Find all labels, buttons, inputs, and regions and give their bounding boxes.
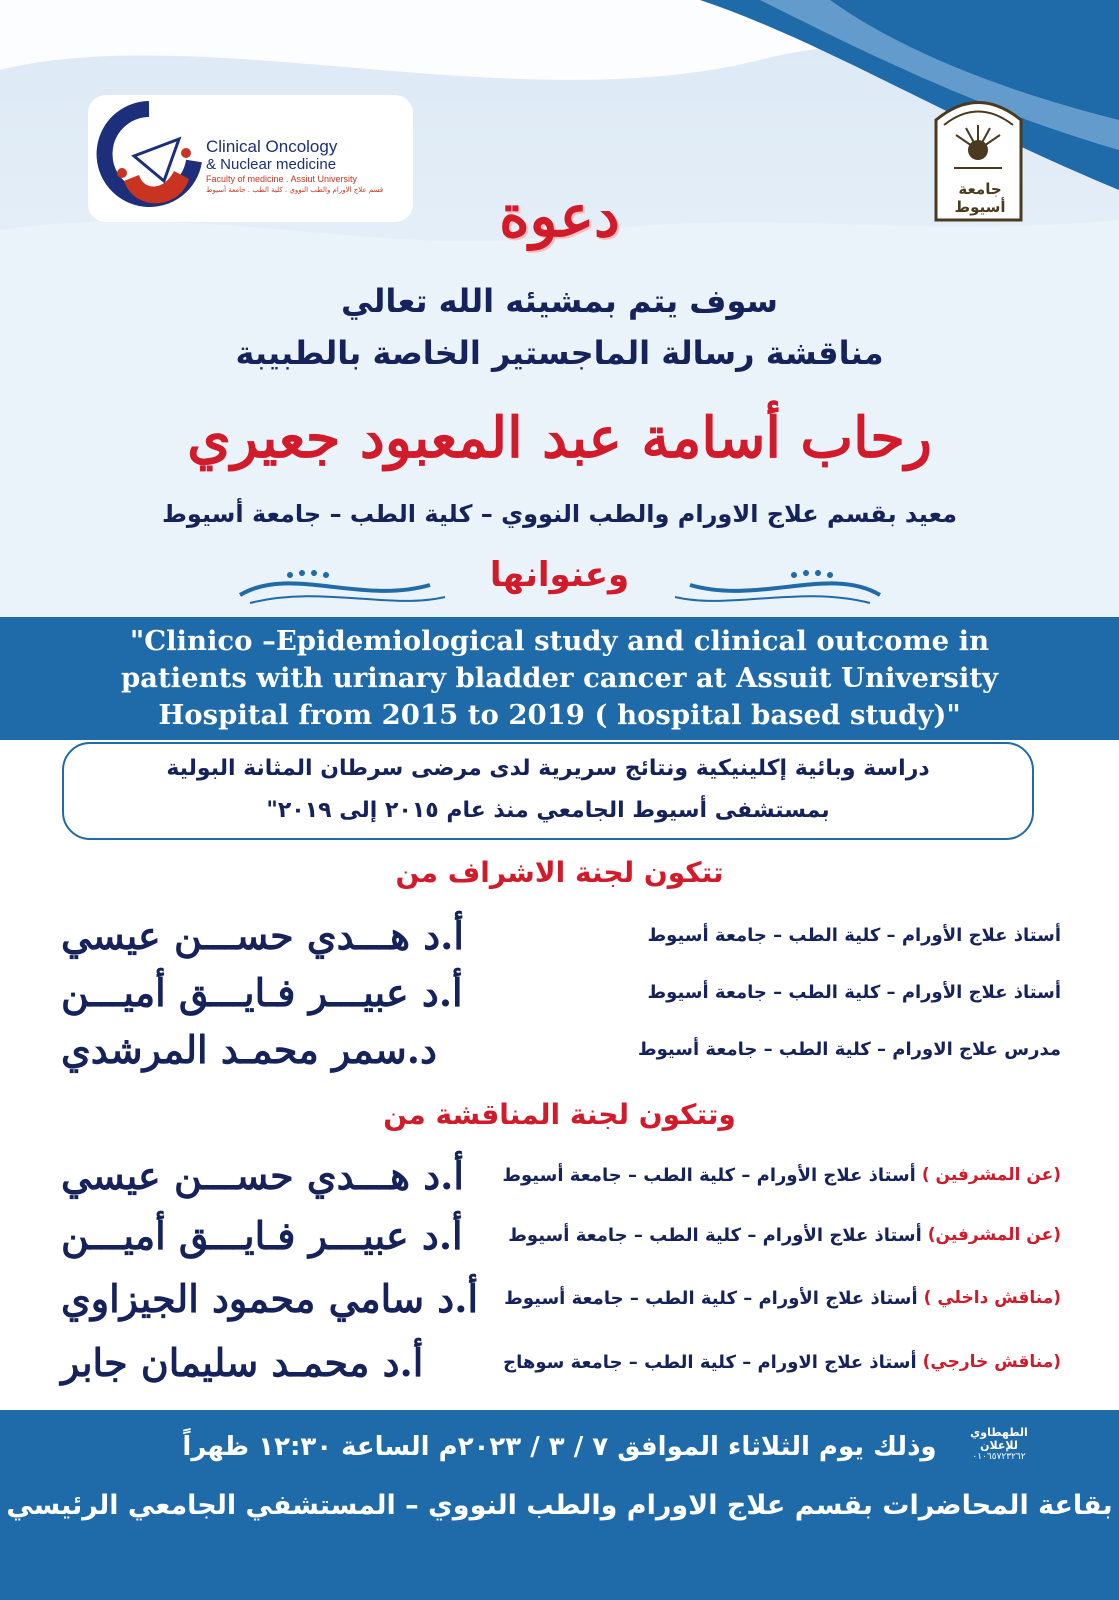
member-name: أ.د محمـد سليمان جابر xyxy=(61,1339,424,1385)
thesis-arabic-line-1: دراسة وبائية إكلينيكية ونتائج سريرية لدى مرضى سرطان المثانة البولية xyxy=(166,756,930,781)
member-role: أستاذ علاج الأورام – كلية الطب – جامعة أسيوط xyxy=(508,1224,922,1246)
member-name: أ.د هـــدي حســـن عيسي xyxy=(61,1152,464,1198)
invitation-title: دعوة xyxy=(499,182,620,250)
footer-band xyxy=(0,1410,1119,1600)
intro-line-1: سوف يتم بمشيئه الله تعالي xyxy=(341,282,778,320)
logo-line-4: قسم علاج الاورام والطب النووي . كلية الطب . جامعة أسيوط xyxy=(206,186,384,194)
member-role: أستاذ علاج الأورام – كلية الطب – جامعة أسيوط xyxy=(647,924,1061,946)
examiner-row xyxy=(61,1337,1061,1387)
member-role: أستاذ علاج الاورام – كلية الطب – جامعة سوهاج xyxy=(503,1351,917,1373)
member-role: أستاذ علاج الأورام – كلية الطب – جامعة أسيوط xyxy=(647,981,1061,1003)
examiner-row xyxy=(61,1210,1061,1260)
candidate-name: رحاب أسامة عبد المعبود جعيري xyxy=(187,405,932,471)
member-note: (مناقش داخلي ) xyxy=(923,1288,1061,1308)
member-role: أستاذ علاج الأورام – كلية الطب – جامعة أسيوط xyxy=(504,1287,918,1309)
member-name: د.سمر محمـد المرشدي xyxy=(61,1026,437,1072)
intro-line-2: مناقشة رسالة الماجستير الخاصة بالطبيبة xyxy=(235,334,884,372)
thesis-english-line-3: Hospital from 2015 to 2019 ( hospital based study)" xyxy=(158,699,961,731)
supervision-heading: تتكون لجنة الاشراف من xyxy=(395,856,724,889)
examiner-row xyxy=(61,1273,1061,1323)
logo-line-2: & Nuclear medicine xyxy=(206,156,337,173)
examiner-row xyxy=(61,1150,1061,1200)
member-note: (عن المشرفين) xyxy=(927,1225,1061,1245)
member-note: (مناقش خارجي) xyxy=(922,1352,1061,1372)
thesis-arabic-line-2: بمستشفى أسيوط الجامعي منذ عام ٢٠١٥ إلى ٢٠١٩" xyxy=(266,798,830,823)
logo-line-3: Faculty of medicine . Assiut University xyxy=(206,174,358,184)
thesis-english-line-1: "Clinico –Epidemiological study and clinical outcome in xyxy=(129,625,990,657)
member-role: أستاذ علاج الأورام – كلية الطب – جامعة أسيوط xyxy=(502,1164,916,1186)
supervisor-row xyxy=(61,910,1061,960)
printer-mark xyxy=(964,1426,1034,1466)
member-name: أ.د عبيـــر فـايـــق أميـــن xyxy=(61,1212,463,1258)
thesis-label: وعنوانها xyxy=(489,555,630,595)
member-name: أ.د سامي محمود الجيزاوي xyxy=(61,1275,478,1321)
event-venue: بقاعة المحاضرات بقسم علاج الاورام والطب النووي – المستشفي الجامعي الرئيسي xyxy=(6,1490,1113,1521)
member-role: مدرس علاج الاورام – كلية الطب – جامعة أسيوط xyxy=(637,1038,1061,1060)
examination-heading: وتتكون لجنة المناقشة من xyxy=(383,1098,736,1131)
thesis-arabic-title-box xyxy=(62,742,1034,840)
event-datetime: وذلك يوم الثلاثاء الموافق ٧ / ٣ / ٢٠٢٣م الساعة ١٢:٣٠ ظهراً xyxy=(182,1432,937,1462)
thesis-title-band xyxy=(0,617,1119,740)
thesis-english-line-2: patients with urinary bladder cancer at Assuit University xyxy=(120,662,999,694)
university-logo-text: جامعة أسيوط xyxy=(954,180,1006,216)
member-note: (عن المشرفين ) xyxy=(921,1165,1061,1185)
candidate-affiliation: معيد بقسم علاج الاورام والطب النووي – كلية الطب – جامعة أسيوط xyxy=(162,500,957,528)
supervisor-row xyxy=(61,1024,1061,1074)
supervisor-row xyxy=(61,967,1061,1017)
member-name: أ.د عبيـــر فـايـــق أميـــن xyxy=(61,969,463,1015)
thesis-english-title xyxy=(40,623,1079,734)
printer-phone: ٠١٠٦٥٧٢٣٢٦٢ xyxy=(972,1452,1026,1462)
member-name: أ.د هـــدي حســـن عيسي xyxy=(61,912,464,958)
printer-name: الطهطاوي للإعلان xyxy=(970,1426,1028,1452)
logo-line-1: Clinical Oncology xyxy=(206,137,338,156)
